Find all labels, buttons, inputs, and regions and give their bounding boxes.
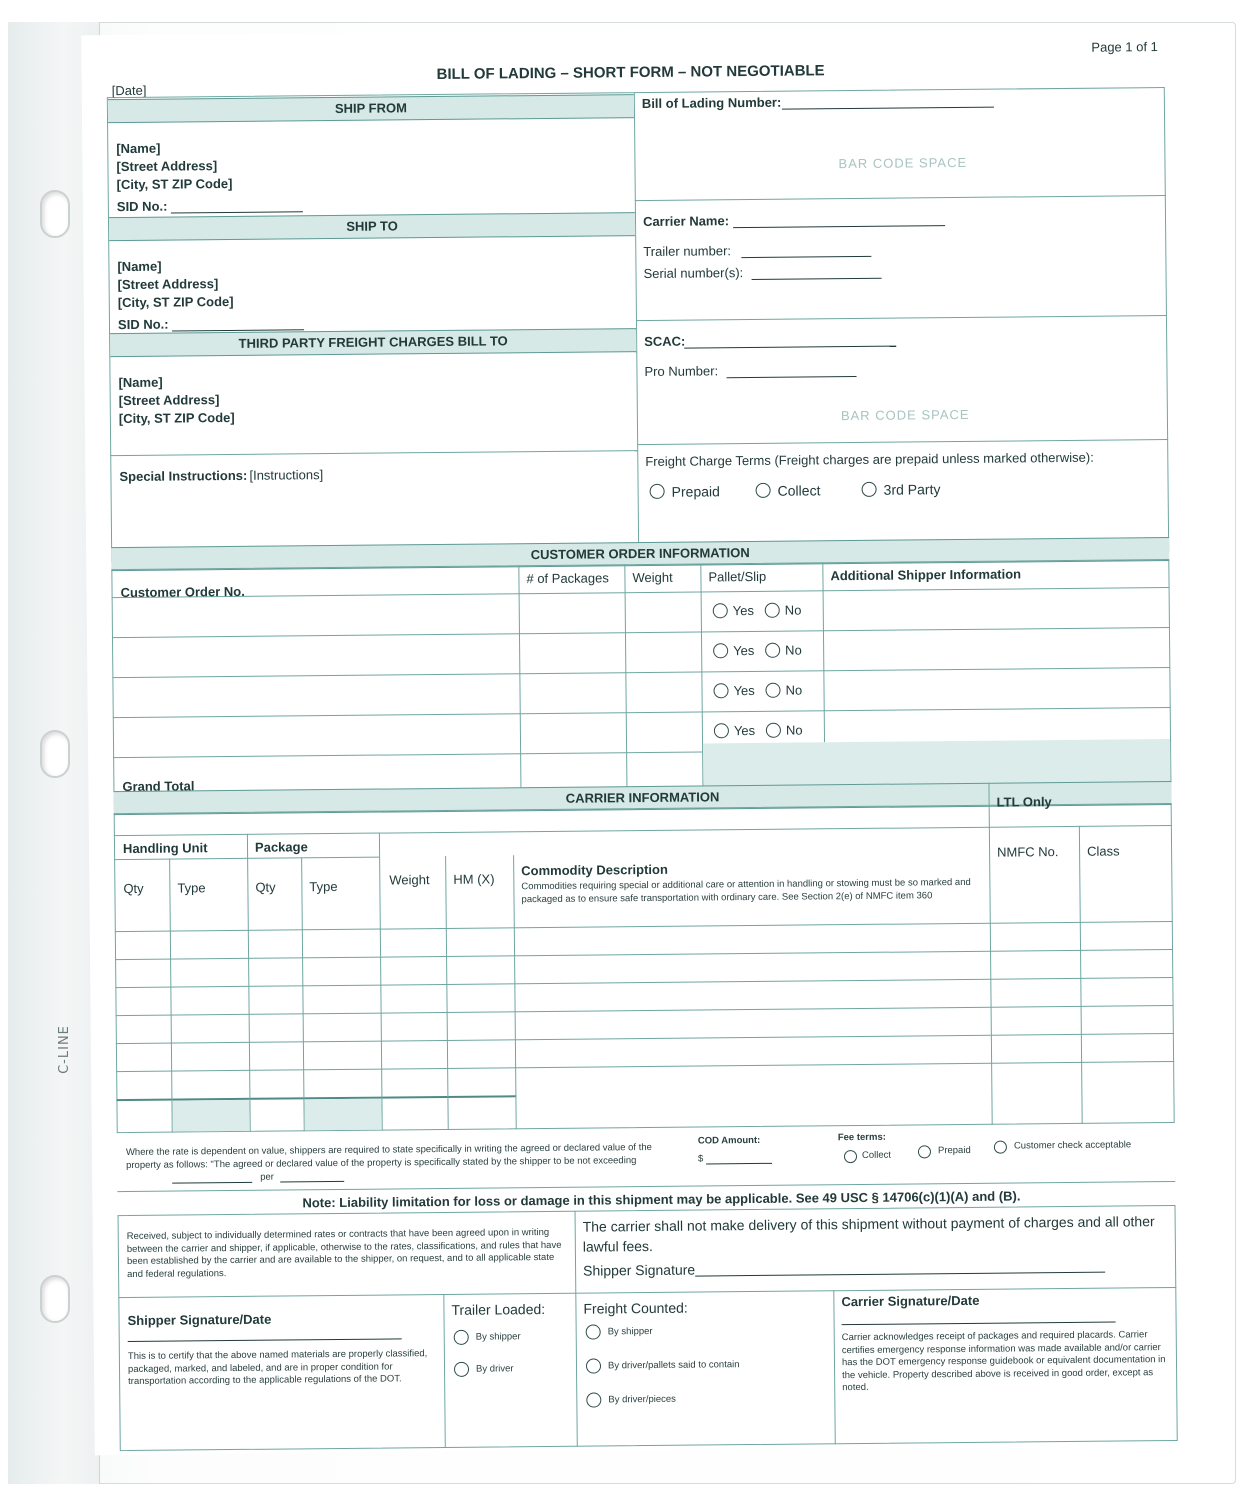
cod-amount-label: COD Amount: xyxy=(697,1134,761,1147)
no-label: No xyxy=(785,682,803,698)
prepaid-label: Prepaid xyxy=(671,483,720,500)
carrier-ack-text: Carrier acknowledges receipt of packages and required placards. Carrier certifies emergency response information was made available and/or carrier has the DOT emergency response guidebook or equivalent documentation in the vehicle. Property described above is received in good order, except as noted. xyxy=(841,1329,1166,1394)
third-party-header: THIRD PARTY FREIGHT CHARGES BILL TO xyxy=(110,328,636,357)
carrier-info-header: CARRIER INFORMATION xyxy=(113,781,1171,815)
no-label: No xyxy=(785,642,802,658)
counted-pallets-label: By driver/pallets said to contain xyxy=(607,1359,740,1372)
commodity-label: Commodity Description xyxy=(521,861,668,879)
fee-prepaid-radio[interactable] xyxy=(918,1145,931,1158)
third-party-street[interactable]: [Street Address] xyxy=(118,392,220,409)
yes-label: Yes xyxy=(732,602,755,619)
pro-number-label: Pro Number: xyxy=(644,363,719,380)
barcode-space-2: BAR CODE SPACE xyxy=(840,406,970,424)
fee-check-label: Customer check acceptable xyxy=(1013,1139,1132,1152)
ship-to-street[interactable]: [Street Address] xyxy=(117,276,219,293)
third-party-radio[interactable] xyxy=(862,482,877,497)
third-party-label: 3rd Party xyxy=(883,481,941,498)
special-instructions-value[interactable]: [Instructions] xyxy=(249,467,324,483)
counted-by-shipper-radio[interactable] xyxy=(586,1324,601,1339)
shipper-signature-label: Shipper Signature xyxy=(583,1261,696,1279)
fee-collect-label: Collect xyxy=(861,1149,892,1161)
customer-order-header: CUSTOMER ORDER INFORMATION xyxy=(111,537,1169,571)
handling-unit-label: Handling Unit xyxy=(122,840,208,857)
qty-label: Qty xyxy=(123,880,144,897)
yes-label: Yes xyxy=(733,722,756,739)
ltl-only-label: LTL Only xyxy=(996,794,1052,810)
type-label: Type xyxy=(177,880,206,896)
yes-radio[interactable] xyxy=(714,723,729,738)
qty-label: Qty xyxy=(255,879,276,895)
no-delivery-text: The carrier shall not make delivery of this shipment without payment of charges and all other lawful fees. xyxy=(582,1213,1155,1255)
loaded-by-driver-label: By driver xyxy=(475,1363,514,1375)
bol-number-label: Bill of Lading Number: xyxy=(641,94,782,112)
loaded-by-shipper-radio[interactable] xyxy=(454,1330,469,1345)
counted-pieces-label: By driver/pieces xyxy=(608,1393,676,1406)
date-field[interactable]: [Date] xyxy=(111,82,147,99)
trailer-number-label: Trailer number: xyxy=(643,243,732,260)
col-weight: Weight xyxy=(632,569,673,586)
ship-to-name[interactable]: [Name] xyxy=(117,258,162,275)
value-note: Where the rate is dependent on value, shippers are required to state specifically in writing the agreed or declared value of the property as follows: "The agreed or declared value of the property is specifically stated by the shipper to be not exceeding xyxy=(125,1141,652,1171)
scac-label: SCAC: xyxy=(644,333,686,350)
trailer-loaded-label: Trailer Loaded: xyxy=(451,1301,546,1318)
ship-from-street[interactable]: [Street Address] xyxy=(116,158,218,175)
weight-label: Weight xyxy=(389,872,430,888)
no-radio[interactable] xyxy=(765,603,780,618)
cod-dollar: $ xyxy=(697,1153,704,1165)
no-label: No xyxy=(785,722,803,738)
ship-to-header: SHIP TO xyxy=(109,212,635,241)
punch-hole xyxy=(40,190,70,238)
ship-to-sid-label: SID No.: xyxy=(117,316,169,333)
col-packages: # of Packages xyxy=(526,570,609,587)
fee-prepaid-label: Prepaid xyxy=(937,1144,971,1157)
received-text: Received, subject to individually determined rates or contracts that have been agreed upon in writing between the carrier and shipper, if applicable, otherwise to the rates, classifications, and rules that have been established by the carrier and are available to the shipper, on request, and to all applicable state and federal regulations. xyxy=(126,1226,562,1280)
class-label: Class xyxy=(1087,843,1120,859)
shaded-cell xyxy=(304,1099,381,1131)
counted-by-shipper-label: By shipper xyxy=(607,1325,653,1338)
liability-note: Note: Liability limitation for loss or damage in this shipment may be applicable. See 49 USC § 14706(c)(1)(A) and (B). xyxy=(302,1188,1021,1211)
prepaid-radio[interactable] xyxy=(650,484,665,499)
yes-radio[interactable] xyxy=(713,603,728,618)
no-label: No xyxy=(784,602,802,618)
barcode-space-1: BAR CODE SPACE xyxy=(838,154,968,172)
per-input[interactable] xyxy=(280,1181,344,1183)
loaded-by-driver-radio[interactable] xyxy=(454,1362,469,1377)
yes-radio[interactable] xyxy=(713,683,728,698)
no-radio[interactable] xyxy=(765,683,780,698)
punch-hole xyxy=(40,1275,70,1323)
fee-collect-radio[interactable] xyxy=(844,1150,857,1163)
certify-text: This is to certify that the above named materials are properly classified, packaged, marked, and labeled, and are in proper condition for transportation according to the applicable regulations of the DOT. xyxy=(127,1348,428,1388)
third-party-name[interactable]: [Name] xyxy=(118,374,163,391)
nmfc-label: NMFC No. xyxy=(997,844,1059,860)
collect-label: Collect xyxy=(777,482,821,499)
shaded-cell xyxy=(172,1100,249,1132)
form-title: BILL OF LADING – SHORT FORM – NOT NEGOTIABLE xyxy=(436,62,825,83)
yes-radio[interactable] xyxy=(713,643,728,658)
freight-terms-label: Freight Charge Terms (Freight charges are prepaid unless marked otherwise): xyxy=(645,449,1094,470)
counted-pieces-radio[interactable] xyxy=(586,1392,601,1407)
collect-radio[interactable] xyxy=(756,483,771,498)
ship-from-name[interactable]: [Name] xyxy=(116,140,161,157)
fee-terms-label: Fee terms: xyxy=(837,1131,886,1144)
per-label: per xyxy=(260,1171,274,1183)
page-number: Page 1 of 1 xyxy=(1091,39,1158,55)
package-label: Package xyxy=(254,839,308,855)
loaded-by-shipper-label: By shipper xyxy=(475,1331,521,1343)
col-additional-info: Additional Shipper Information xyxy=(830,566,1022,584)
no-radio[interactable] xyxy=(766,723,781,738)
yes-label: Yes xyxy=(733,682,755,699)
counted-pallets-radio[interactable] xyxy=(586,1358,601,1373)
commodity-note: Commodities requiring special or additional care or attention in handling or stowing must be so marked and packaged as to ensure safe transportation with ordinary care. See Section 2(e) of NMFC item 360 xyxy=(521,876,971,905)
freight-counted-label: Freight Counted: xyxy=(583,1299,688,1317)
no-radio[interactable] xyxy=(765,643,780,658)
col-customer-order-no: Customer Order No. xyxy=(120,583,245,601)
bill-of-lading-form xyxy=(81,25,1215,1456)
third-party-city[interactable]: [City, ST ZIP Code] xyxy=(118,409,235,427)
type-label: Type xyxy=(309,878,338,895)
punch-hole xyxy=(40,730,70,778)
carrier-name-label: Carrier Name: xyxy=(642,213,730,230)
serial-numbers-label: Serial number(s): xyxy=(643,265,744,282)
fee-check-radio[interactable] xyxy=(994,1141,1007,1154)
special-instructions-label: Special Instructions: xyxy=(119,467,248,485)
ship-from-sid-label: SID No.: xyxy=(116,198,168,215)
shipper-sig-date-label: Shipper Signature/Date xyxy=(127,1311,272,1329)
declared-value-input[interactable] xyxy=(172,1182,252,1184)
grand-total-label: Grand Total xyxy=(122,778,195,795)
cod-amount-input[interactable] xyxy=(706,1163,772,1165)
ship-from-header: SHIP FROM xyxy=(108,94,634,123)
ship-from-city[interactable]: [City, ST ZIP Code] xyxy=(116,175,233,193)
col-pallet-slip: Pallet/Slip xyxy=(708,568,767,585)
yes-label: Yes xyxy=(733,642,755,659)
hm-label: HM (X) xyxy=(453,871,495,887)
ship-to-city[interactable]: [City, ST ZIP Code] xyxy=(117,293,234,311)
carrier-sig-date-label: Carrier Signature/Date xyxy=(841,1292,980,1310)
brand-label: C-LINE xyxy=(56,1025,72,1074)
